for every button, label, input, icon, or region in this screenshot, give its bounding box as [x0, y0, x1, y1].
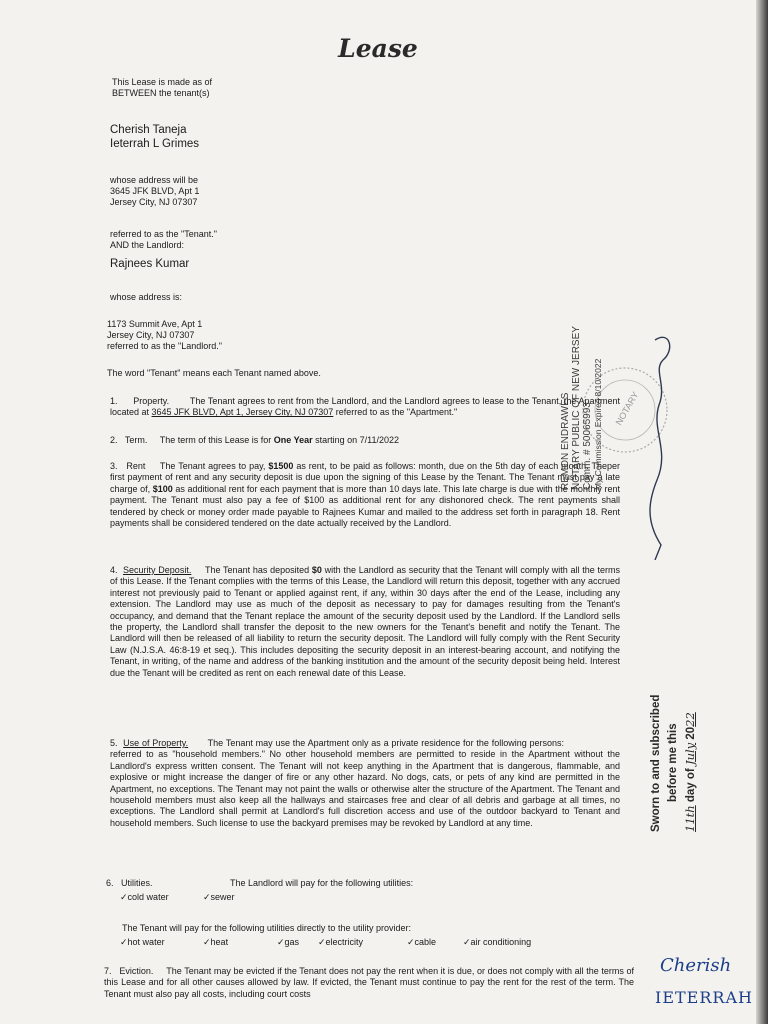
s5-text1: The Tenant may use the Apartment only as a private residence for the following persons: [207, 738, 565, 748]
s3-per: per [606, 461, 620, 471]
section-utilities-head [106, 878, 153, 889]
notary-title: NOTARY PUBLIC OF NEW JERSEY [571, 326, 582, 490]
section-rent [110, 461, 620, 529]
s3-text1: The Tenant agrees to pay, [159, 461, 269, 471]
section-term [110, 435, 620, 446]
s5-head: Use of Property. [123, 738, 189, 748]
utility-air-conditioning: ✓ air conditioning [463, 937, 531, 948]
s5-text2: referred to as "household members." No other household members are permitted to reside in the Apartment without the Landlord's express written consent. The Tenant will not keep anything in the Apartment that is dangerous, flammable, and explosive or might increase the danger of fire or any other hazard. No dogs, cats, or pets of any kind are permitted in the Apartment, no exceptions. The Tenant may not paint the walls or otherwise alter the structure of the Apartment. The Tenant and household members must also keep all the hallways and staircases free and clear of all debris and garbage at all times, no exceptions. The Landlord shall permit at Landlord's full discretion access and use of the outdoor backyard to Tenant and household members. Such license to use the backyard premises may be revoked by Landlord at any time. [110, 749, 620, 828]
s3-amount: $1500 [268, 461, 294, 471]
s1-num: 1. [110, 396, 118, 406]
sworn-year: 22 [683, 712, 697, 727]
and-landlord: AND the Landlord: [110, 240, 185, 250]
section-property [110, 396, 620, 419]
section-use-of-property [110, 738, 620, 829]
tenant-definition: The word "Tenant" means each Tenant named above. [107, 368, 321, 378]
sworn-year-prefix: 20 [685, 726, 697, 740]
landlord-address [107, 319, 222, 352]
sworn-month: July [683, 742, 697, 766]
s6-head: Utilities. [121, 878, 153, 888]
intro-line-made: This Lease is made as of [112, 77, 213, 87]
sworn-line2: before me this [667, 723, 679, 802]
s1-text2: referred to as the "Apartment." [333, 407, 458, 418]
s1-address: 3645 JFK BLVD, Apt 1, Jersey City, NJ 07307 [151, 407, 334, 418]
page-edge-shadow [756, 0, 768, 1024]
s2-text1: The term of this Lease is for [159, 435, 274, 445]
s7-num: 7. [104, 966, 112, 976]
s2-num: 2. [110, 435, 118, 445]
s6-num: 6. [106, 878, 114, 888]
s3-late-fee: $100 [152, 483, 173, 494]
landlord-address-line2: Jersey City, NJ 07307 [107, 330, 195, 340]
document-title: Lease [338, 34, 418, 63]
s7-head: Eviction. [119, 966, 154, 976]
tenant-address [110, 175, 199, 208]
s2-text2: starting on 7/11/2022 [312, 435, 400, 445]
section-eviction [104, 966, 634, 1000]
s4-head: Security Deposit. [123, 565, 192, 575]
tenant-address-label: whose address will be [110, 175, 199, 185]
utility-gas: ✓ gas [277, 937, 299, 948]
s2-head: Term. [124, 435, 148, 445]
intro-block [112, 77, 212, 99]
s3-head: Rent [126, 461, 146, 471]
tenant-name-1: Cherish Taneja [110, 124, 187, 136]
sworn-day: 11th [683, 805, 697, 832]
signature-cherish: Cherish [660, 955, 732, 976]
referred-block [110, 229, 217, 251]
utility-electricity: ✓ electricity [318, 937, 363, 948]
tenant-name-2: Ieterrah L Grimes [110, 138, 200, 150]
s4-amount: $0 [311, 565, 322, 575]
landlord-address-line3: referred to as the "Landlord." [107, 341, 222, 351]
landlord-address-label: whose address is: [110, 292, 183, 302]
s1-text1: The Tenant agrees to rent from the Landlord, and the Landlord agrees to lease to the Tenant, the Apartment located at [110, 396, 620, 418]
utility-cold-water: ✓ cold water [120, 892, 169, 903]
utility-cable: ✓ cable [407, 937, 436, 948]
sworn-day-of: day of [685, 768, 697, 803]
landlord-address-line1: 1173 Summit Ave, Apt 1 [107, 319, 203, 329]
s3-text2: as rent, to be paid as follows: [293, 461, 416, 471]
utility-hot-water: ✓ hot water [120, 937, 165, 948]
landlord-name: Rajnees Kumar [110, 258, 190, 270]
notary-comm: Comm. # 50065993 [582, 402, 593, 490]
utility-sewer: ✓ sewer [203, 892, 235, 903]
sworn-line1: Sworn to and subscribed [650, 694, 662, 832]
notary-name: REMON ENDRAWES [560, 392, 571, 490]
tenant-utilities-label: The Tenant will pay for the following utilities directly to the utility provider: [122, 923, 411, 933]
intro-line-between: BETWEEN the tenant(s) [112, 88, 210, 98]
s3-text4: month, due on the 5th day of each month. The first payment of rent and any security deposit is due upon the signing of this Lease by the Tenant. The Tenant must pay a late charge of, [110, 461, 620, 494]
seal-text: NOTARY [613, 390, 641, 427]
sworn-statement [648, 612, 700, 832]
s1-head: Property. [133, 396, 170, 406]
notary-stamp-text [560, 290, 604, 490]
notary-signature [650, 337, 670, 560]
s3-text5: as additional rent for each payment that is more than 10 days late. This late charge is due with the monthly rent payment. The Tenant must also pay a fee of $100 as additional rent for any dishonored check. The rent payments shall tendered by check or money order made payable to Rajnees Kumar and mailed to the address set forth in paragraph 18. Rent payments shall be considered tendered on the date actually received by the Landlord. [110, 483, 620, 529]
referred-tenant: referred to as the "Tenant." [110, 229, 217, 239]
s4-text1: The Tenant has deposited [204, 565, 312, 575]
s4-num: 4. [110, 565, 118, 575]
section-security-deposit [110, 565, 620, 679]
tenant-names [110, 123, 199, 151]
s4-text2: with the Landlord as security that the Tenant will comply with all the terms of this Lease. If the Tenant complies with the terms of this Lease, the Landlord will return this deposit, together with any accrued interest not previously paid to Tenant or applied against rent, if any, within 30 days after the end of the Lease, including any extension. The Landlord may use as much of the deposit as necessary to pay for damages resulting from the Tenant's occupancy, and demand that the Tenant replace the amount of the security deposit used by the Landlord. If the Landlord sells the property, the Landlord shall transfer the deposit to the new owners for the Tenant's benefit and notify the Tenant. The Landlord will then be released of all liability to return the security deposit. The Landlord will fully comply with the Rent Security Law (N.J.S.A. 46:8-19 et seq.). This includes depositing the security deposit in an interest-bearing account, and notifying the Tenant, in writing, of the name and address of the banking institution and the amount of the security deposit being held. Interest due the Tenant will be credited as rent on each renewal date of this Lease. [110, 565, 620, 678]
landlord-utilities-label: The Landlord will pay for the following utilities: [230, 878, 414, 888]
tenant-address-line2: Jersey City, NJ 07307 [110, 197, 198, 207]
sworn-line3 [682, 612, 700, 832]
s7-text: The Tenant may be evicted if the Tenant does not pay the rent when it is due, or does not comply with all the terms of this Lease and for all other causes allowed by law. If evicted, the Tenant must continue to pay the rent for the rest of the term. The Tenant must also pay all costs, including court costs [104, 966, 634, 999]
s3-num: 3. [110, 461, 118, 471]
s2-term: One Year [273, 435, 313, 445]
s5-num: 5. [110, 738, 118, 748]
tenant-address-line1: 3645 JFK BLVD, Apt 1 [110, 186, 200, 196]
notary-expires: My Commission Expires 8/10/2022 [593, 358, 603, 490]
signature-ieterrah: IETERRAH [655, 988, 753, 1007]
utility-heat: ✓ heat [203, 937, 228, 948]
